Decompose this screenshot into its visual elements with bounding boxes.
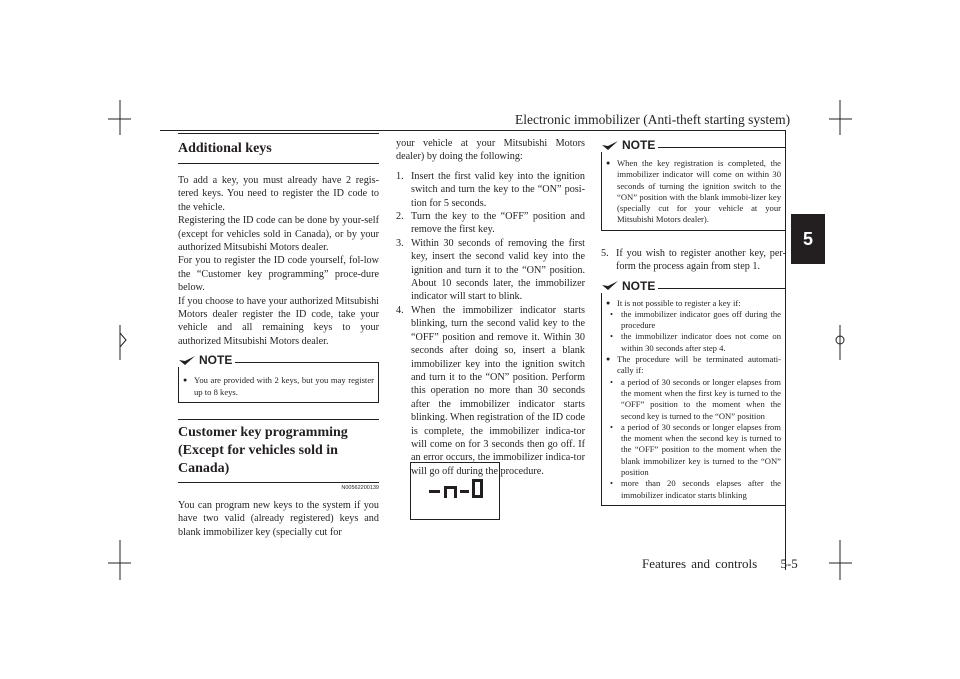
step-number: 3.	[396, 237, 404, 249]
procedure-step	[396, 304, 585, 478]
step-number: 5.	[601, 247, 609, 259]
checkmark-icon	[178, 355, 196, 366]
left-column	[178, 133, 379, 539]
page-footer	[642, 556, 798, 572]
note-item: ● It is not possible to register a key if:	[606, 298, 781, 309]
note-label: NOTE	[622, 138, 656, 152]
chapter-tab: 5	[791, 214, 825, 264]
step-text: Insert the first valid key into the ignition switch and turn the key to the “ON” posi-tion for 5 seconds.	[411, 170, 585, 209]
section-title-customer-key-programming: Customer key programming (Except for vehicles sold in Canada)	[178, 419, 379, 483]
step-text: When the immobilizer indicator starts blinking, turn the second valid key to the “OFF” position and remove it. Within 30 seconds after doing so, insert a blank immobilizer key into the ignition switch and turn it to the “ON” position. Perform this operation no more than 30 seconds after the immobilizer indicator starts blinking. When registration of the ID code is complete, the immobilizer indica-tor will come on for 3 seconds then go off. If an error occurs, the immobilizer indica-tor will go off during the procedure.	[411, 304, 585, 477]
note-subitem: • the immobilizer indicator does not come on within 30 seconds after step 4.	[610, 331, 781, 354]
step-number: 4.	[396, 304, 404, 316]
paragraph: For you to register the ID code yourself, fol-low the “Customer key programming” proce-dure below.	[178, 255, 379, 294]
note-header	[601, 279, 658, 293]
procedure-step	[396, 210, 585, 237]
procedure-steps	[396, 170, 585, 478]
checkmark-icon	[601, 280, 619, 291]
indicator-display-icon	[411, 463, 499, 519]
paragraph: To add a key, you must already have 2 regis-tered keys. You need to register the ID code to the vehicle.	[178, 175, 379, 213]
middle-column	[396, 137, 585, 478]
note-header	[601, 138, 658, 152]
note-subitem: • a period of 30 seconds or longer elapses from the moment when the second key is turned to the “OFF” position to the moment when the blank immobilizer key is turned to the “ON” position	[610, 422, 781, 478]
step-text: Turn the key to the “OFF” position and remove the first key.	[411, 211, 585, 236]
procedure-step	[396, 237, 585, 304]
procedure-step	[396, 170, 585, 210]
paragraph: You can program new keys to the system if you have two valid (already registered) keys and blank immobilizer key (specially cut for	[178, 499, 379, 538]
page-number: 5-5	[780, 556, 798, 571]
right-column	[601, 138, 786, 506]
note-subitem: • more than 20 seconds elapses after the immobilizer indicator starts blinking	[610, 478, 781, 501]
section-title-additional-keys: Additional keys	[178, 133, 379, 164]
note-header	[178, 353, 235, 367]
paragraph: Registering the ID code can be done by your-self (except for vehicles sold in Canada), or by your authorized Mitsubishi Motors dealer.	[178, 215, 379, 254]
footer-section: Features and controls	[642, 556, 758, 571]
note-item: ● When the key registration is completed, the immobilizer indicator will come on within 30 seconds of turning the ignition switch to the “ON” position with the blank immobi-lizer key (specially cut for your vehicle at your Mitsubishi Motors dealer).	[606, 158, 781, 226]
note-item: ● The procedure will be terminated automati-cally if:	[606, 354, 781, 377]
note-label: NOTE	[199, 353, 233, 368]
note-item: ● You are provided with 2 keys, but you may register up to 8 keys.	[183, 375, 374, 398]
section-code: N00562200139	[341, 484, 379, 491]
step-number: 1.	[396, 170, 404, 182]
step-text: If you wish to register another key, per-form the process again from step 1.	[616, 247, 786, 273]
note-box	[178, 353, 379, 403]
header-rule	[160, 130, 785, 131]
paragraph: If you choose to have your authorized Mitsubishi Motors dealer register the ID code, take your vehicle and all remaining keys to your authorized Mitsubishi Motors dealer.	[178, 295, 379, 347]
step-number: 2.	[396, 211, 404, 223]
immobilizer-indicator-illustration	[410, 462, 500, 520]
note-box	[601, 138, 786, 231]
note-label: NOTE	[622, 278, 656, 293]
step-text: Within 30 seconds of removing the first key, insert the second valid key into the ignition and turn it to the “ON” position. About 10 seconds later, the immobilizer indicator will start to blink.	[411, 237, 585, 303]
procedure-intro: your vehicle at your Mitsubishi Motors dealer) by doing the following:	[396, 138, 585, 163]
running-header: Electronic immobilizer (Anti-theft starting system)	[515, 112, 791, 127]
checkmark-icon	[601, 140, 619, 151]
procedure-step	[601, 247, 786, 274]
note-subitem: • a period of 30 seconds or longer elapses from the moment when the first key is turned to the “OFF” position to the moment when the second key is turned to the “ON” position	[610, 377, 781, 422]
note-box	[601, 278, 786, 506]
additional-keys-body	[178, 174, 379, 348]
note-subitem: • the immobilizer indicator goes off during the procedure	[610, 309, 781, 332]
